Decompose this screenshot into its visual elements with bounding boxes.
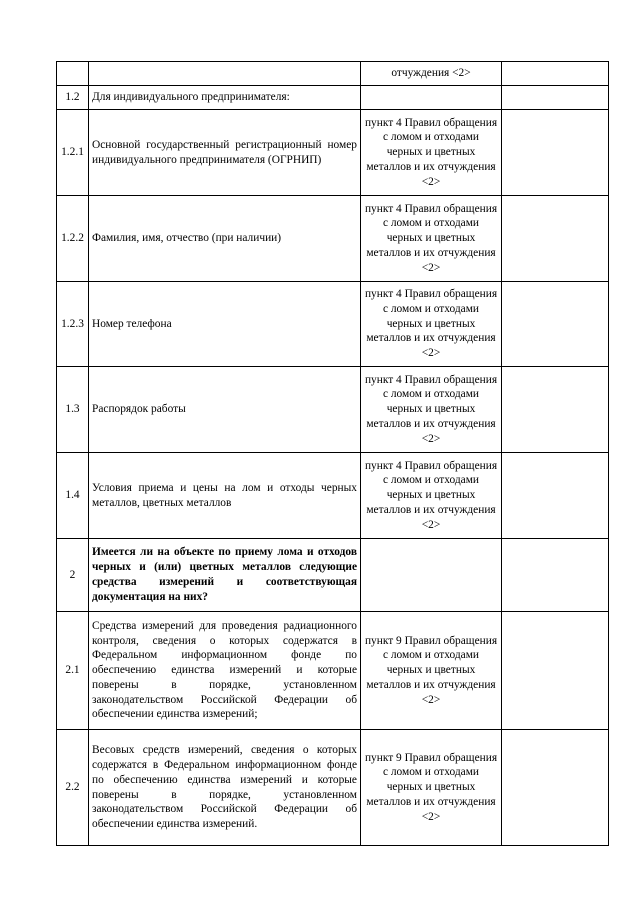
row-question: Основной государственный регистрационный номер индивидуального предпринимателя (ОГРНИП) xyxy=(89,110,361,196)
table-row xyxy=(57,62,609,86)
row-question: Фамилия, имя, отчество (при наличии) xyxy=(89,196,361,282)
table-row xyxy=(57,86,609,110)
row-number: 1.2 xyxy=(57,86,89,110)
row-question: Для индивидуального предпринимателя: xyxy=(89,86,361,110)
requirements-table xyxy=(56,61,609,846)
row-answer-cell xyxy=(502,612,609,730)
row-reference xyxy=(361,86,502,110)
row-question: Средства измерений для проведения радиационного контроля, сведения о которых содержатся в Федеральном информационном фонде по обеспечению единства измерений и которые поверены в порядке, установленном законодательством Российской Федерации об обеспечении единства измерений; xyxy=(89,612,361,730)
row-reference: пункт 4 Правил обращения с ломом и отходами черных и цветных металлов и их отчуждения <2> xyxy=(361,453,502,539)
row-reference: пункт 4 Правил обращения с ломом и отходами черных и цветных металлов и их отчуждения <2> xyxy=(361,196,502,282)
row-reference: пункт 4 Правил обращения с ломом и отходами черных и цветных металлов и их отчуждения <2> xyxy=(361,282,502,367)
table-row xyxy=(57,282,609,367)
row-question: Весовых средств измерений, сведения о которых содержатся в Федеральном информационном фонде по обеспечению единства измерений и которые поверены в порядке, установленном законодательством Российской Федерации об обеспечении единства измерений. xyxy=(89,730,361,846)
row-reference: пункт 9 Правил обращения с ломом и отходами черных и цветных металлов и их отчуждения <2> xyxy=(361,730,502,846)
table-row xyxy=(57,453,609,539)
row-question: Номер телефона xyxy=(89,282,361,367)
table-row xyxy=(57,110,609,196)
row-number: 1.2.1 xyxy=(57,110,89,196)
row-number xyxy=(57,62,89,86)
row-number: 2.1 xyxy=(57,612,89,730)
row-question xyxy=(89,62,361,86)
row-number: 1.4 xyxy=(57,453,89,539)
row-number: 1.2.3 xyxy=(57,282,89,367)
row-number: 1.3 xyxy=(57,367,89,453)
row-answer-cell xyxy=(502,367,609,453)
table-row xyxy=(57,730,609,846)
row-answer-cell xyxy=(502,539,609,612)
row-answer-cell xyxy=(502,730,609,846)
row-reference xyxy=(361,539,502,612)
row-question: Распорядок работы xyxy=(89,367,361,453)
row-answer-cell xyxy=(502,282,609,367)
row-reference: пункт 4 Правил обращения с ломом и отходами черных и цветных металлов и их отчуждения <2> xyxy=(361,110,502,196)
row-question: Имеется ли на объекте по приему лома и отходов черных и (или) цветных металлов следующие средства измерений и соответствующая документация на них? xyxy=(89,539,361,612)
row-number: 1.2.2 xyxy=(57,196,89,282)
row-answer-cell xyxy=(502,110,609,196)
row-answer-cell xyxy=(502,62,609,86)
table-row xyxy=(57,539,609,612)
row-reference: пункт 4 Правил обращения с ломом и отходами черных и цветных металлов и их отчуждения <2> xyxy=(361,367,502,453)
row-reference: пункт 9 Правил обращения с ломом и отходами черных и цветных металлов и их отчуждения <2> xyxy=(361,612,502,730)
row-answer-cell xyxy=(502,86,609,110)
row-answer-cell xyxy=(502,196,609,282)
table-row xyxy=(57,367,609,453)
row-number: 2 xyxy=(57,539,89,612)
row-question: Условия приема и цены на лом и отходы черных металлов, цветных металлов xyxy=(89,453,361,539)
table-row xyxy=(57,612,609,730)
row-reference: отчуждения <2> xyxy=(361,62,502,86)
row-answer-cell xyxy=(502,453,609,539)
row-number: 2.2 xyxy=(57,730,89,846)
table-row xyxy=(57,196,609,282)
